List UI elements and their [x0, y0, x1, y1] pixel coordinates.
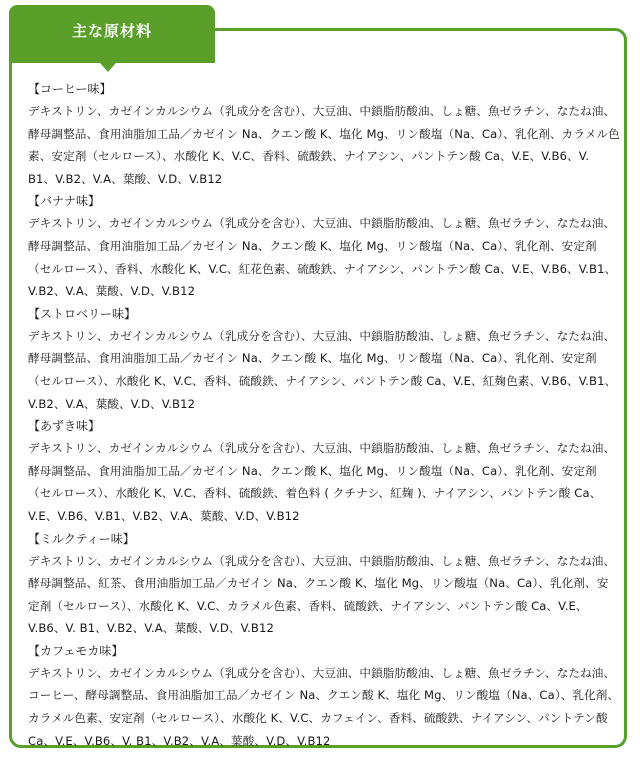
- section-coffee: [28, 78, 620, 190]
- section-azuki: [28, 415, 620, 527]
- ingredient-list: デキストリン、カゼインカルシウム（乳成分を含む）、大豆油、中鎖脂肪酸油、しょ糖、魚ゼラチン、なたね油、酵母調整品、食用油脂加工品／カゼイン Na、クエン酸 K、塩化 Mg、リン酸塩（Na、Ca）、乳化剤、カラメル色素、安定剤（セルロース）、水酸化 K、V.C、香料、硫酸鉄、ナイアシン、パントテン酸 Ca、V.E、V.B6、V. B1、V.B2、V.A、葉酸、V.D、V.B12: [28, 104, 620, 186]
- ingredient-list: デキストリン、カゼインカルシウム（乳成分を含む）、大豆油、中鎖脂肪酸油、しょ糖、魚ゼラチン、なたね油、酵母調整品、食用油脂加工品／カゼイン Na、クエン酸 K、塩化 Mg、リン酸塩（Na、Ca）、乳化剤、安定剤（セルロース）、水酸化 K、V.C、香料、硫酸鉄、着色料 ( クチナシ、紅麹 )、ナイアシン、パントテン酸 Ca、V.E、V.B6、V.B1、V.B2、V.A、葉酸、V.D、V.B12: [28, 441, 616, 523]
- section-heading: 【カフェモカ味】: [28, 643, 124, 658]
- tab-pointer-arrow: [100, 63, 116, 72]
- ingredient-list: デキストリン、カゼインカルシウム（乳成分を含む）、大豆油、中鎖脂肪酸油、しょ糖、魚ゼラチン、なたね油、酵母調整品、紅茶、食用油脂加工品／カゼイン Na、クエン酸 K、塩化 Mg、リン酸塩（Na、Ca）、乳化剤、安定剤（セルロース）、水酸化 K、V.C、カラメル色素、香料、硫酸鉄、ナイアシン、パントテン酸 Ca、V.E、V.B6、V. B1、V.B2、V.A、葉酸、V.D、V.B12: [28, 553, 616, 636]
- header-tab: [9, 5, 215, 63]
- section-heading: 【バナナ味】: [28, 194, 101, 209]
- section-strawberry: [28, 303, 620, 415]
- section-heading: 【ミルクティー味】: [28, 531, 135, 546]
- section-milk-tea: [28, 528, 620, 640]
- ingredient-list: デキストリン、カゼインカルシウム（乳成分を含む）、大豆油、中鎖脂肪酸油、しょ糖、魚ゼラチン、なたね油、酵母調整品、食用油脂加工品／カゼイン Na、クエン酸 K、塩化 Mg、リン酸塩（Na、Ca）、乳化剤、安定剤（セルロース）、水酸化 K、V.C、香料、硫酸鉄、ナイアシン、パントテン酸 Ca、V.E、紅麹色素、V.B6、V.B1、V.B2、V.A、葉酸、V.D、V.B12: [28, 328, 617, 411]
- section-cafe-mocha: [28, 640, 620, 752]
- section-heading: 【ストロベリー味】: [28, 306, 137, 321]
- page-title: 主な原材料: [71, 22, 152, 40]
- ingredients-content: [28, 78, 620, 752]
- section-heading: 【コーヒー味】: [28, 82, 112, 96]
- ingredient-list: デキストリン、カゼインカルシウム（乳成分を含む）、大豆油、中鎖脂肪酸油、しょ糖、魚ゼラチン、なたね油、コーヒー、酵母調整品、食用油脂加工品／カゼイン Na、クエン酸 K、塩化 Mg、リン酸塩（Na、Ca）、乳化剤、カラメル色素、安定剤（セルロース）、水酸化 K、V.C、カフェイン、香料、硫酸鉄、ナイアシン、パントテン酸 Ca、V.E、V.B6、V. B1、V.B2、V.A、葉酸、V.D、V.B12: [28, 665, 620, 748]
- section-banana: [28, 190, 620, 302]
- ingredient-list: デキストリン、カゼインカルシウム（乳成分を含む）、大豆油、中鎖脂肪酸油、しょ糖、魚ゼラチン、なたね油、酵母調整品、食用油脂加工品／カゼイン Na、クエン酸 K、塩化 Mg、リン酸塩（Na、Ca）、乳化剤、安定剤（セルロース）、香料、水酸化 K、V.C、紅花色素、硫酸鉄、ナイアシン、パントテン酸 Ca、V.E、V.B6、V.B1、V.B2、V.A、葉酸、V.D、V.B12: [28, 216, 617, 299]
- section-heading: 【あずき味】: [28, 419, 101, 434]
